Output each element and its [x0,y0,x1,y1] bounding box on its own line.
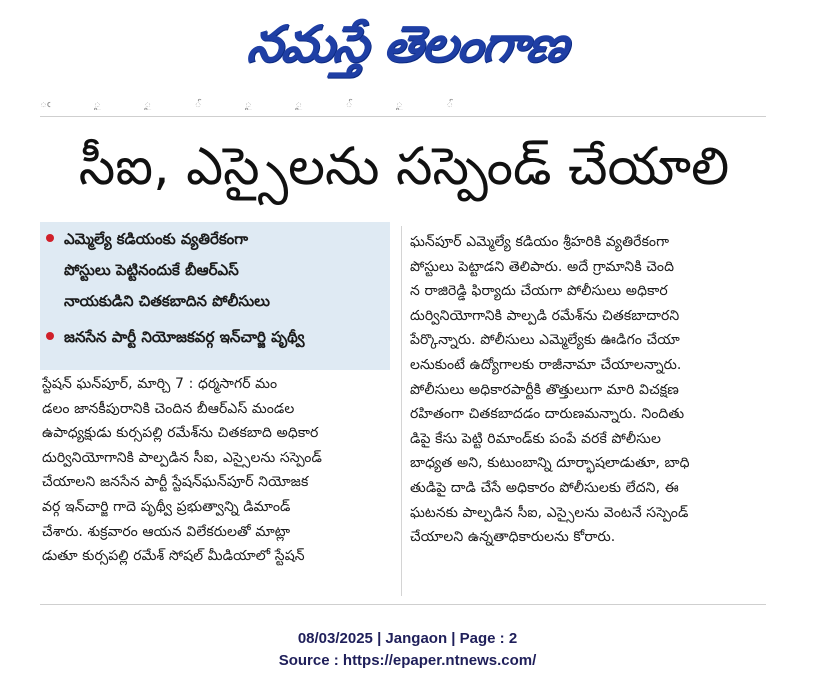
column-line: ఘన్‌పూర్‌ ఎమ్మెల్యే కడియం శ్రీహరికి వ్యతిరేకంగా [410,234,670,250]
article-clipping [40,96,768,608]
column-line: రహితంగా చితకబాదడం దారుణమన్నారు. నిందితు [410,406,685,423]
column-line: చేయాలని ఉన్నతాధికారులను కోరారు. [410,529,616,546]
column-line: డుతూ కుర్సపల్లి రమేశ్‌ సోషల్‌ మీడియాలో స్టేషన్‌ [42,548,305,565]
source-link[interactable]: Source : https://epaper.ntnews.com/ [278,652,537,669]
highlight-line: నాయకుడిని చితకబాదిన పోలీసులు [64,292,270,310]
column-line: బాధ్యత అని, కుటుంబాన్ని దూర్భాషలాడుతూ, బాధి [410,455,690,472]
column-line: పేర్కొన్నారు. పోలీసులు ఎమ్మెల్యేకు ఊడిగం చేయా [410,332,680,349]
highlight-line: పోస్టులు పెట్టినందుకే బీఆర్‌ఎస్‌ [64,261,239,279]
column-line: డలం జానకీపురానికి చెందిన బీఆర్‌ఎస్‌ మండల [42,400,295,417]
column-divider [401,226,402,596]
column-line: ఉపాధ్యక్షుడు కుర్సపల్లి రమేశ్‌ను చితకబాది అధికార [42,425,319,442]
column-line: డిపై కేసు పెట్టి రిమాండ్‌కు పంపే వరకే పోలీసుల [410,430,662,447]
highlight-line: జనసేన పార్టీ నియోజకవర్గ ఇన్‌చార్జి పృథ్వీ [64,328,305,346]
article-column-left [42,372,394,569]
bullet-icon [46,234,54,242]
edition-info: 08/03/2025 | Jangaon | Page : 2 [297,630,518,647]
bottom-divider [40,604,766,605]
top-divider [40,116,766,117]
column-line: పోస్టులు పెట్టాడని తెలిపారు. అదే గ్రామానికి చెంది [410,258,675,275]
highlight-item [46,224,248,255]
masthead [0,4,815,84]
column-line: పోలీసులు అధికారపార్టీకి తొత్తులుగా మారి విచక్షణ [410,381,679,398]
article-headline: సీఐ, ఎస్సైలను సస్పెండ్‌ చేయాలి [78,137,730,197]
column-line: దుర్వినియోగానికి పాల్పడి రమేశ్‌ను చితకబాదారని [410,307,680,324]
highlight-line: ఎమ్మెల్యే కడియంకు వ్యతిరేకంగా [64,230,249,248]
column-line: లనుకుంటే ఉద్యోగాలకు రాజీనామా చేయాలన్నారు. [410,356,682,373]
column-line: స్టేషన్‌ ఘన్‌పూర్‌, మార్చి 7 : ధర్మసాగర్‌ మం [42,376,278,392]
highlight-item [46,322,305,353]
masthead-logo: నమస్తే తెలంగాణ [243,15,572,73]
column-line: ఘటనకు పాల్పడిన సీఐ, ఎస్సైలను వెంటనే సస్పెండ్‌ [410,504,689,521]
column-line: తుడిపై దాడి చేసే అధికారం పోలీసులకు లేదని, ఈ [410,479,679,496]
bullet-icon [46,332,54,340]
column-line: చేశారు. శుక్రవారం ఆయన విలేకరులతో మాట్లా [42,523,291,540]
column-line: వర్గ ఇన్‌చార్జి గాదె పృథ్వీ ప్రభుత్వాన్ని డిమాండ్‌ [42,498,291,515]
column-line: చేయాలని జనసేన పార్టీ స్టేషన్‌ఘన్‌పూర్‌ నియోజక [42,474,309,491]
source-footer [0,628,815,672]
column-line: న రాజిరెడ్డి ఫిర్యాదు చేయగా పోలీసులు అధికార [410,283,668,300]
cropped-edge-text: ఁ ౖ ౖ ౕ ౖ ౖ ౕ ౖ ౕ [40,96,494,110]
highlights-box [40,222,390,370]
column-line: దుర్వినియోగానికి పాల్పడిన సీఐ, ఎస్సైలను సస్పెండ్‌ [42,449,322,466]
article-column-right [410,230,766,550]
